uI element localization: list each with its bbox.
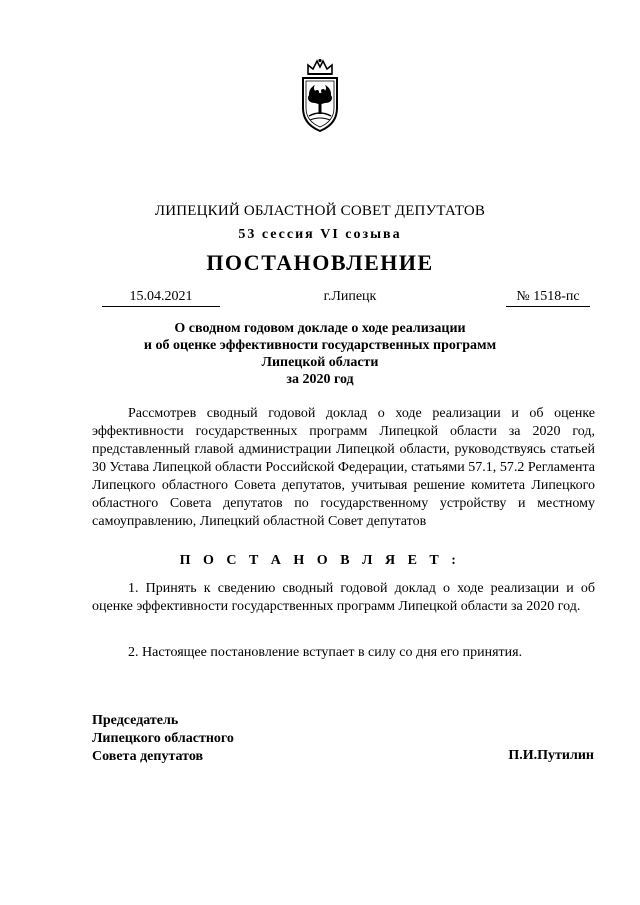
document-date: 15.04.2021	[102, 289, 220, 307]
position-line: Липецкого областного	[92, 731, 234, 746]
preamble-paragraph: Рассмотрев сводный годовой доклад о ходе реализации и об оценке эффективности государственных программ Липецкой области за 2020 год, представленный главой администрации Липецкой области, руководствуясь статьей 30 Устава Липецкой области Российской Федерации, статьями 57.1, 57.2 Регламента Липецкого областного Совета депутатов, учитывая решение комитета Липецкого областного Совета депутатов по государственному устройству и местному самоуправлению, Липецкий областной Совет депутатов	[92, 406, 595, 529]
resolution-item-1: 1. Принять к сведению сводный годовой доклад о ходе реализации и об оценке эффективности государственных программ Липецкой области за 2020 год.	[92, 581, 595, 614]
title-line: и об оценке эффективности государственных программ	[143, 338, 497, 353]
resolves-heading: П О С Т А Н О В Л Я Е Т :	[179, 553, 461, 568]
signatory-position	[92, 712, 234, 766]
council-name: ЛИПЕЦКИЙ ОБЛАСТНОЙ СОВЕТ ДЕПУТАТОВ	[154, 203, 486, 219]
position-line: Председатель	[92, 713, 179, 728]
position-line: Совета депутатов	[92, 749, 204, 764]
document-number: № 1518-пс	[506, 289, 590, 307]
title-line: за 2020 год	[286, 372, 354, 387]
title-line: Липецкой области	[261, 355, 379, 370]
resolution-item-2: 2. Настоящее постановление вступает в силу со дня его принятия.	[128, 645, 523, 660]
title-line: О сводном годовом докладе о ходе реализации	[174, 321, 466, 336]
document-city: г.Липецк	[323, 289, 377, 304]
signatory-name: П.И.Путилин	[508, 748, 594, 763]
lipetsk-coat-of-arms-icon	[297, 58, 343, 134]
session-number: 53 сессия VI созыва	[238, 227, 402, 242]
document-type-heading: ПОСТАНОВЛЕНИЕ	[206, 250, 434, 275]
document-title	[80, 320, 560, 388]
